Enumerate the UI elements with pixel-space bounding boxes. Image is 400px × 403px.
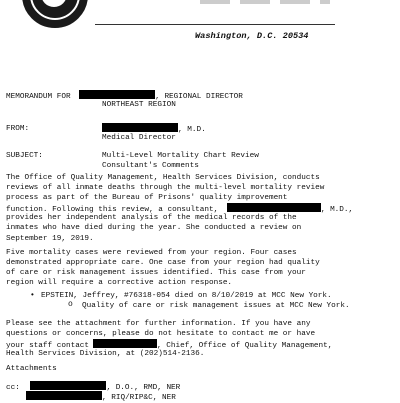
memo-to-title: , REGIONAL DIRECTOR: [155, 93, 243, 101]
cc-entry-2: , RIQ/RIP&C, NER: [102, 394, 176, 402]
bullet-circle-icon: o: [68, 300, 73, 309]
redaction-box: [227, 203, 321, 212]
paragraph-line: questions or concerns, please do not hesitate to contact me or have: [6, 330, 316, 339]
memo-from-title: Medical Director: [102, 134, 176, 142]
paragraph-line: provides her independent analysis of the medical records of the: [6, 214, 297, 223]
bullet-dot-icon: •: [30, 291, 35, 300]
paragraph-line: The Office of Quality Management, Health Services Division, conducts: [6, 174, 320, 182]
memo-subject-label: SUBJECT:: [6, 152, 43, 160]
memo-subject-line1: Multi-Level Mortality Chart Review: [102, 152, 259, 160]
paragraph-line: inmates who have died during the year. She conducted a review on: [6, 224, 302, 233]
paragraph-line: September 19, 2019.: [6, 234, 94, 243]
memo-from-suffix: , M.D.: [178, 126, 206, 134]
header-divider: [95, 24, 335, 25]
redaction-box: [30, 381, 106, 390]
memo-to-label: MEMORANDUM FOR: [6, 93, 71, 101]
bureau-seal-icon: [22, 0, 88, 28]
paragraph-line: of care or risk management issues identified. This case from your: [6, 269, 306, 278]
cc-label: cc:: [6, 384, 20, 392]
redaction-box: [102, 123, 178, 132]
memo-from-label: FROM:: [6, 125, 30, 133]
paragraph-line: function. Following this review, a consultant, , M.D.,: [6, 203, 353, 213]
letterhead-fragment: [200, 0, 330, 4]
memo-to-region: NORTHEAST REGION: [102, 101, 176, 109]
paragraph-line: reviews of all inmate deaths through the multi-level mortality review: [6, 184, 325, 193]
memo-subject-line2: Consultant's Comments: [102, 162, 199, 170]
paragraph-line: Health Services Division, at (202)514-2136.: [6, 350, 205, 359]
paragraph-contact: [6, 319, 332, 359]
letterhead-location: Washington, D.C. 20534: [195, 31, 309, 41]
bullet-case: EPSTEIN, Jeffrey, #76318-054 died on 8/10/2019 at MCC New York.: [41, 292, 332, 300]
redaction-box: [26, 391, 102, 400]
redaction-box: [93, 339, 157, 348]
attachments-label: Attachments: [6, 365, 57, 373]
paragraph-line: your staff contact , Chief, Office of Quality Management,: [6, 339, 332, 349]
cc-entry-1: , D.O., RMD, NER: [106, 384, 181, 392]
bullet-case-detail: Quality of care or risk management issues at MCC New York.: [82, 302, 350, 310]
paragraph-line: region will require a corrective action response.: [6, 279, 233, 288]
paragraph-findings: [6, 248, 320, 288]
paragraph-line: process as part of the Bureau of Prisons' quality improvement: [6, 194, 288, 203]
redaction-box: [79, 90, 155, 99]
cc-line-2: [6, 391, 176, 403]
paragraph-line: Please see the attachment for further information. If you have any: [6, 320, 311, 328]
paragraph-line: Five mortality cases were reviewed from your region. Four cases: [6, 249, 297, 257]
paragraph-intro: [6, 173, 353, 244]
paragraph-line: demonstrated appropriate care. One case from your region had quality: [6, 259, 320, 268]
